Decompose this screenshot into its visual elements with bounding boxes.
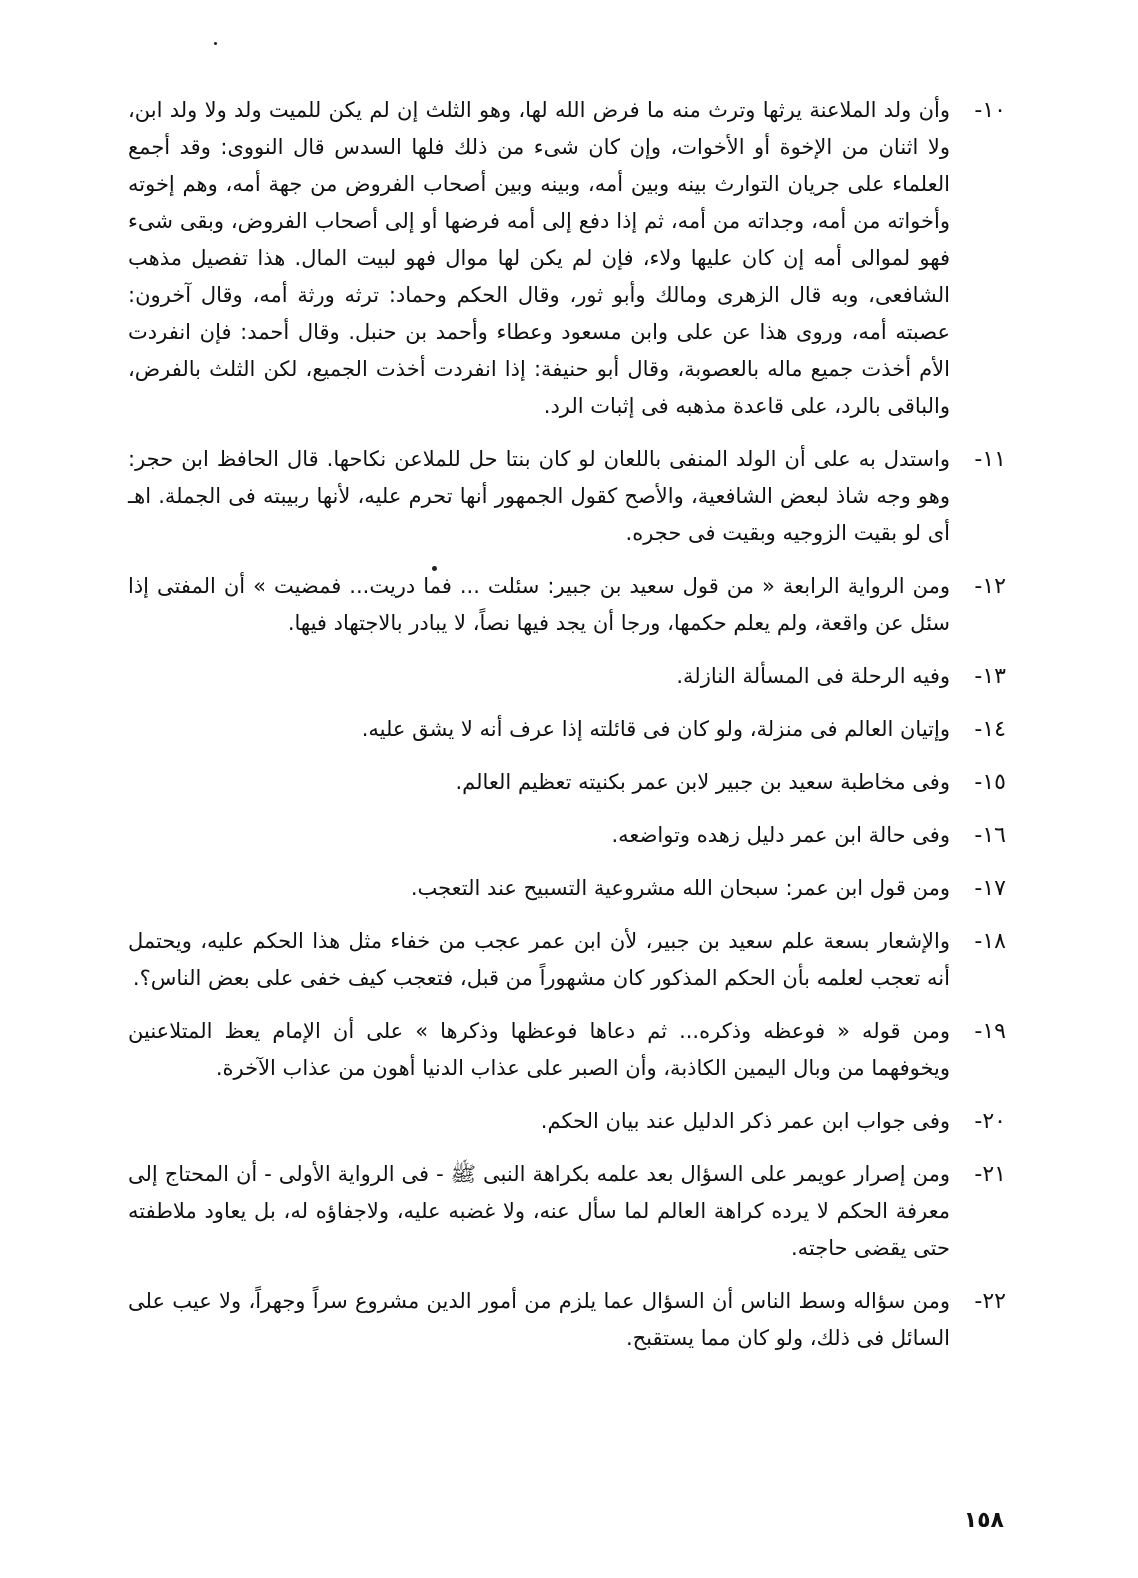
list-item: [128, 711, 1006, 748]
item-text: ومن قوله « فوعظه وذكره... ثم دعاها فوعظها وذكرها » على أن الإمام يعظ المتلاعنين ويخوفهما من وبال اليمين الكاذبة، وأن الصبر على عذاب الدنيا أهون من عذاب الآخرة.: [128, 1019, 950, 1080]
item-number: ٢٢-: [974, 1289, 1006, 1314]
item-number: ١٩-: [974, 1019, 1006, 1044]
list-item: [128, 1156, 1006, 1267]
list-item: [128, 1103, 1006, 1140]
list-item: [128, 817, 1006, 854]
list-item: [128, 441, 1006, 552]
item-number: ١٤-: [974, 717, 1006, 742]
page-body: [128, 92, 1006, 1373]
item-number: ١٢-: [974, 574, 1006, 599]
item-text: ومن قول ابن عمر: سبحان الله مشروعية التسبيح عند التعجب.: [410, 876, 950, 900]
list-item: [128, 92, 1006, 425]
page-number: ١٥٨: [963, 1508, 1004, 1533]
item-number: ١٦-: [974, 823, 1006, 848]
scan-speck: [214, 42, 217, 45]
list-item: [128, 658, 1006, 695]
item-number: ١٠-: [974, 98, 1006, 123]
item-number: ١٨-: [974, 929, 1006, 954]
item-number: ١٥-: [974, 770, 1006, 795]
item-number: ٢٠-: [974, 1109, 1006, 1134]
item-text: واستدل به على أن الولد المنفى باللعان لو كان بنتا حل للملاعن نكاحها. قال الحافظ ابن حجر: وهو وجه شاذ لبعض الشافعية، والأصح كقول الجمهور أنها تحرم عليه، لأنها ربيبته فى الجملة. اهـ أى لو بقيت الزوجيه وبقيت فى حجره.: [128, 447, 950, 545]
item-text: ومن الرواية الرابعة « من قول سعيد بن جبير: سئلت ... فما دريت... فمضيت » أن المفتى إذا سئل عن واقعة، ولم يعلم حكمها، ورجا أن يجد فيها نصاً، لا يبادر بالاجتهاد فيها.: [128, 574, 950, 635]
item-text: ومن سؤاله وسط الناس أن السؤال عما يلزم من أمور الدين مشروع سراً وجهراً، ولا عيب على السائل فى ذلك، ولو كان مما يستقبح.: [128, 1289, 950, 1350]
item-number: ١٧-: [974, 876, 1006, 901]
item-text: والإشعار بسعة علم سعيد بن جبير، لأن ابن عمر عجب من خفاء مثل هذا الحكم عليه، ويحتمل أنه تعجب لعلمه بأن الحكم المذكور كان مشهوراً من قبل، فتعجب كيف خفى على بعض الناس؟.: [128, 929, 950, 990]
item-text: وأن ولد الملاعنة يرثها وترث منه ما فرض الله لها، وهو الثلث إن لم يكن للميت ولد ولا ولد ابن، ولا اثنان من الإخوة أو الأخوات، وإن كان شىء من ذلك فلها السدس قال النووى: وقد أجمع العلماء على جريان التوارث بينه وبين أمه، وبينه وبين أصحاب الفروض من جهة أمه، وهم إخوته وأخواته من أمه، وجداته من أمه، ثم إذا دفع إلى أمه فرضها أو إلى أصحاب الفروض، وبقى شىء فهو لموالى أمه إن كان عليها ولاء، فإن لم يكن لها موال فهو لبيت المال. هذا تفصيل مذهب الشافعى، وبه قال الزهرى ومالك وأبو ثور، وقال الحكم وحماد: ترثه ورثة أمه، وقال آخرون: عصبته أمه، وروى هذا عن على وابن مسعود وعطاء وأحمد بن حنبل. وقال أحمد: فإن انفردت الأم أخذت جميع ماله بالعصوبة، وقال أبو حنيفة: إذا انفردت أخذت الجميع، لكن الثلث بالفرض، والباقى بالرد، على قاعدة مذهبه فى إثبات الرد.: [128, 98, 950, 418]
item-number: ٢١-: [974, 1162, 1006, 1187]
item-text: وفى مخاطبة سعيد بن جبير لابن عمر بكنيته تعظيم العالم.: [455, 770, 950, 794]
list-item: [128, 764, 1006, 801]
list-item: [128, 923, 1006, 997]
scan-speck: [432, 566, 437, 571]
item-text: وفيه الرحلة فى المسألة النازلة.: [676, 664, 950, 688]
list-item: [128, 1013, 1006, 1087]
item-text: وفى حالة ابن عمر دليل زهده وتواضعه.: [611, 823, 950, 847]
item-text: وفى جواب ابن عمر ذكر الدليل عند بيان الحكم.: [540, 1109, 950, 1133]
list-item: [128, 568, 1006, 642]
item-number: ١١-: [974, 447, 1006, 472]
item-number: ١٣-: [974, 664, 1006, 689]
item-text: وإتيان العالم فى منزلة، ولو كان فى قائلته إذا عرف أنه لا يشق عليه.: [361, 717, 950, 741]
item-text: ومن إصرار عويمر على السؤال بعد علمه بكراهة النبى ﷺ - فى الرواية الأولى - أن المحتاج إلى معرفة الحكم لا يرده كراهة العالم لما سأل عنه، ولا غضبه عليه، ولاجفاؤه له، بل يعاود ملاطفته حتى يقضى حاجته.: [128, 1162, 950, 1260]
list-item: [128, 1283, 1006, 1357]
list-item: [128, 870, 1006, 907]
